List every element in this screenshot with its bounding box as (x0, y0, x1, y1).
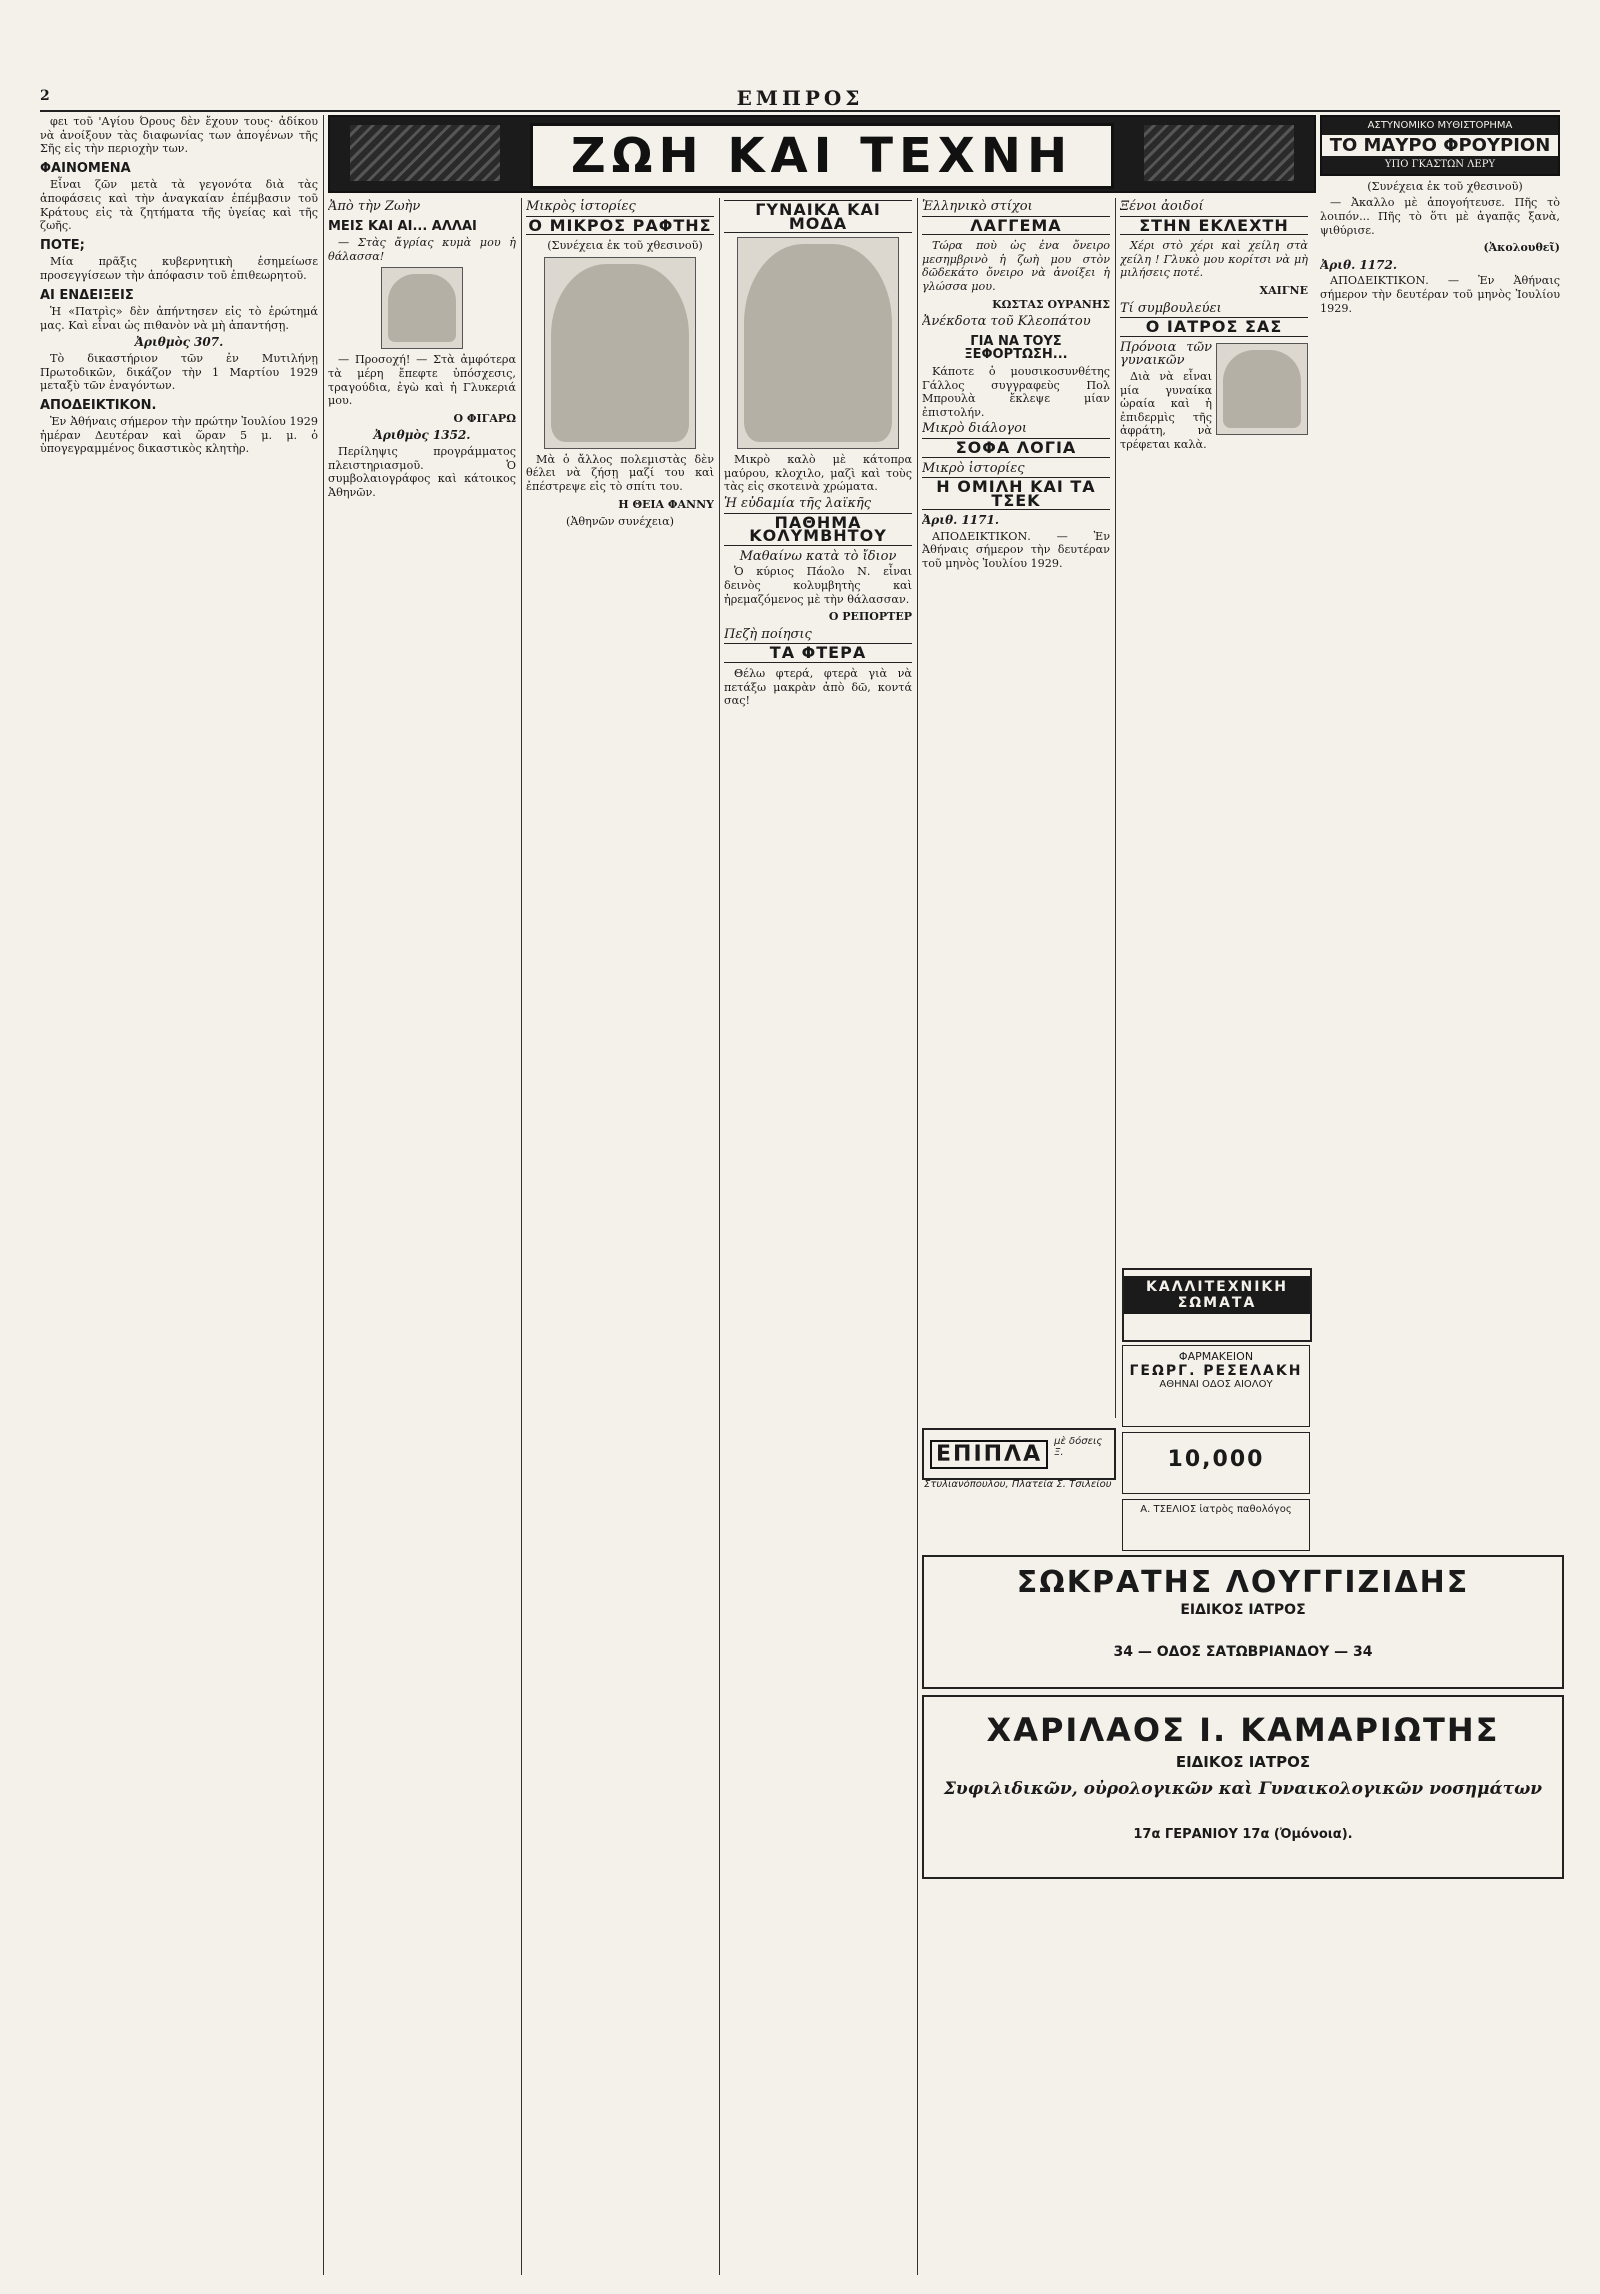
banner-illustration-right (1144, 125, 1294, 181)
doctor-portrait-illustration (1216, 343, 1308, 435)
poem-kicker: Ἑλληνικὸ στίχοι (922, 199, 1033, 214)
anecdote-kicker: Ἀνέκδοτα τοῦ Κλεοπάτου (922, 314, 1091, 330)
to-be-continued: (Ἀκολουθεῖ) (1483, 241, 1560, 255)
dialog-kicker: Μικρὸ διάλογοι (922, 421, 1027, 437)
story-text: — Προσοχή! — Στὰ ἀμφότερα τὰ μέρη ἔπεφτε ὑπόσχεσις, τραγούδια, ἐγὼ καὶ ἡ Γλυκεριά μου. (328, 353, 516, 408)
epigraph: — Στὰς ἄγρίας κυμὰ μου ἡ θάλασσα! (328, 236, 516, 263)
story-text: Μὰ ὁ ἄλλος πολεμιστὰς δὲν θέλει νὰ ζήσῃ μαζί του καὶ ἐπέστρεψε εἰς τὸ σπίτι του. (526, 452, 714, 493)
column-1 (40, 115, 318, 2275)
court-text: Τὸ δικαστήριον τῶν ἐν Μυτιλήνῃ Πρωτοδικῶν, δικάζον τὴν 1 Μαρτίου 1929 μεταξὺ τῶν ἐναγόντων. (40, 351, 318, 393)
story-subtitle: Μαθαίνω κατὰ τὸ ἴδιον (739, 548, 897, 564)
column-2 (328, 198, 516, 2275)
ad-title: ΚΑΛΛΙΤΕΧΝΙΚΗ ΣΩΜΑΤΑ (1124, 1276, 1310, 1314)
ad-amount: 10,000 (1167, 1447, 1265, 1472)
story-kicker: Μικρὸς ἱστορίες (526, 199, 636, 214)
anecdote-title: ΓΙΑ ΝΑ ΤΟΥΣ ΞΕΦΟΡΤΩΣΗ... (964, 333, 1068, 363)
number-1172: Ἀριθ. 1172. (1320, 257, 1398, 272)
number-307: Ἀριθμὸς 307. (134, 335, 224, 350)
pote-text: Μία πρᾶξις κυβερνητικὴ ἐσημείωσε προσεγγίσεων τὴν ἀπόφασιν τοῦ ἐπιθεωρητοῦ. (40, 255, 318, 282)
section-text: Θέλω φτερά, φτερὰ γιὰ νὰ πετάξω μακρὰν ἀπὸ δῶ, κοντά σας! (724, 666, 912, 708)
serial-author: ΥΠΟ ΓΚΑΣΤΩΝ ΛΕΡΥ (1322, 156, 1558, 174)
story-kicker: Μικρὸ ἱστορίες (922, 460, 1025, 476)
poem-text: Χέρι στὸ χέρι καὶ χείλη στὰ χείλη ! Γλυκὸ μου κορίτσι νὰ μὴ μιλήσεις ποτέ. (1120, 239, 1308, 280)
apodeiktikon-heading: ΑΠΟΔΕΙΚΤΙΚΟΝ. (40, 397, 157, 413)
banner-title: ΖΩΗ ΚΑΙ ΤΕΧΝΗ (530, 123, 1114, 189)
phenomena-heading: ΦΑΙΝΟΜΕΝΑ (40, 160, 131, 176)
notice-text: Περίληψις προγράμματος πλειστηριασμοῦ. Ὁ συμβολαιογράφος καὶ κάτοικος Ἀθηνῶν. (328, 444, 516, 499)
story-title: ΠΑΘΗΜΑ ΚΟΛΥΜΒΗΤΟΥ (724, 513, 912, 546)
cartoon-face-illustration (381, 267, 463, 349)
endeixeis-text: Ἡ «Πατρὶς» δὲν ἀπήντησεν εἰς τὸ ἐρώτημά μας. Καὶ εἶναι ὡς πιθανὸν νὰ μὴ ἀπαντήσῃ. (40, 305, 318, 332)
column-rule (323, 115, 324, 2275)
story-subtitle: ΜΕΙΣ ΚΑΙ ΑΙ... ΑΛΛΑΙ (328, 218, 477, 234)
ad-pharmacy-name: ΓΕΩΡΓ. ΡΕΣΕΛΑΚΗ (1129, 1363, 1303, 1379)
ad-pharmacy (1122, 1345, 1310, 1427)
number-1171: Ἀριθ. 1171. (922, 513, 1000, 528)
dialog-title: ΣΟΦΑ ΛΟΓΙΑ (922, 438, 1110, 458)
pote-heading: ΠΟΤΕ; (40, 237, 85, 253)
ad-pharmacy-address: ΑΘΗΝΑΙ ΟΔΟΣ ΑΙΟΛΟΥ (1159, 1379, 1273, 1390)
ad-furniture-title: ΕΠΙΠΛΑ (930, 1440, 1048, 1469)
serial-box (1320, 115, 1560, 176)
poem-kicker: Ξένοι ἀοιδοί (1120, 199, 1204, 214)
ad-furniture (922, 1428, 1116, 1490)
ad-doctor-title: ΕΙΔΙΚΟΣ ΙΑΤΡΟΣ (1180, 1602, 1306, 1618)
ad-pharmacy-label: ΦΑΡΜΑΚΕΙΟΝ (1178, 1350, 1254, 1363)
ad-doctor-address: 34 — ΟΔΟΣ ΣΑΤΩΒΡΙΑΝΔΟΥ — 34 (1113, 1644, 1373, 1660)
story-kicker: Ἡ εὐδαμία τῆς λαϊκῆς (724, 495, 872, 511)
poem-title: ΣΤΗΝ ΕΚΛΕΧΤΗ (1120, 216, 1308, 236)
apodeiktikon-text: Ἐν Ἀθήναις σήμερον τὴν πρώτην Ἰουλίου 1929 ἡμέραν Δευτέραν καὶ ὥραν 5 μ. μ. ὁ ὑπογεγραμμένος δικαστικὸς κλητὴρ. (40, 415, 318, 456)
fashion-hat-illustration (737, 237, 899, 449)
apodeiktikon-text: ΑΠΟΔΕΙΚΤΙΚΟΝ. — Ἐν Ἀθήναις σήμερον τὴν δευτέραν τοῦ μηνὸς Ἰουλίου 1929. (922, 529, 1110, 571)
ad-doctor-specialty: Συφιλιδικῶν, οὐρολογικῶν καὶ Γυναικολογικῶν νοσημάτων (943, 1779, 1543, 1799)
column-rule (719, 198, 720, 2275)
masthead (40, 88, 1560, 112)
endeixeis-heading: ΑΙ ΕΝΔΕΙΞΕΙΣ (40, 287, 134, 303)
column-7 (1320, 115, 1560, 1375)
fashion-title: ΓΥΝΑΙΚΑ ΚΑΙ ΜΟΔΑ (724, 200, 912, 233)
column-rule (1115, 198, 1116, 1418)
column-3 (526, 198, 714, 2275)
continuation-note: (Συνέχεια ἐκ τοῦ χθεσινοῦ) (547, 239, 703, 253)
column-5 (922, 198, 1110, 1418)
care-text: Διὰ νὰ εἶναι μία γυναίκα ὡραία καὶ ἡ ἐπιδερμὶς τῆς ἀφράτη, νὰ τρέφεται καλὰ. (1120, 369, 1212, 451)
section-kicker: Πεζὴ ποίησις (724, 626, 812, 642)
children-reading-illustration (544, 257, 696, 449)
apodeiktikon-text: ΑΠΟΔΕΙΚΤΙΚΟΝ. — Ἐν Ἀθήναις σήμερον τὴν δευτέραν τοῦ μηνὸς Ἰουλίου 1929. (1320, 274, 1560, 315)
continuation-note: (Συνέχεια ἐκ τοῦ χθεσινοῦ) (1367, 179, 1523, 193)
poem-signature: ΧΑΙΓΝΕ (1259, 283, 1308, 297)
section-title: ΤΑ ΦΤΕΡΑ (724, 643, 912, 663)
banner-illustration-left (350, 125, 500, 181)
anecdote-text: Κάποτε ὁ μουσικοσυνθέτης Γάλλος συγγραφεὺς Πολ Μπρουλὰ ἔκλεψε μίαν ἐπιστολήν. (922, 364, 1110, 419)
advice-title: Ο ΙΑΤΡΟΣ ΣΑΣ (1120, 317, 1308, 337)
serial-title: ΤΟ ΜΑΥΡΟ ΦΡΟΥΡΙΟΝ (1329, 134, 1551, 156)
ad-lottery (1122, 1432, 1310, 1494)
column-rule (917, 198, 918, 2275)
care-kicker: Πρόνοια τῶν γυναικῶν (1120, 339, 1212, 369)
signature: Ο ΦΙΓΑΡΩ (453, 411, 516, 425)
signature: Η ΘΕΙΑ ΦΑΝΝΥ (618, 497, 714, 511)
ad-art-bodies (1122, 1268, 1312, 1342)
ad-doctor-loungizidis (922, 1555, 1564, 1689)
ad-doctor-address: 17α ΓΕΡΑΝΙΟΥ 17α (Ὀμόνοια). (1133, 1827, 1353, 1842)
poem-title: ΛΑΓΓΕΜΑ (922, 216, 1110, 236)
story-title: Ο ΜΙΚΡΟΣ ΡΑΦΤΗΣ (526, 216, 714, 236)
serial-text: — Ἀκαλλο μὲ ἀπογοήτευσε. Πῆς τὸ λοιπόν... Πῆς τὸ ὅτι μὲ ἀγαπᾷς ξανὰ, ψιθύρισε. (1320, 196, 1560, 237)
serial-label: ΑΣΤΥΝΟΜΙΚΟ ΜΥΘΙΣΤΟΡΗΜΑ (1322, 117, 1558, 135)
ad-doctor-name: Α. ΤΣΕΛΙΟΣ ἰατρὸς παθολόγος (1140, 1504, 1292, 1515)
page-number: 2 (40, 88, 50, 104)
poem-text: Τώρα ποὺ ὡς ἐνα ὄνειρο μεσημβρινὸ ἡ ζωὴ μου στὸν δῶδεκάτο ὄνειρο νὰ ἀνοίξει ἡ γλώσσα μου. (922, 239, 1110, 293)
ad-furniture-sub: μὲ δόσεις Ξ. Στυλιανόπουλου, Πλατεία Σ. Τσιλείου (924, 1436, 1112, 1490)
story-text: Ὁ κύριος Πάολο Ν. εἶναι δεινὸς κολυμβητὴς καὶ ἠρεμαζόμενος μὲ τὴν θάλασσαν. (724, 565, 912, 606)
phenomena-text: Εἶναι ζῶν μετὰ τὰ γεγονότα διὰ τὰς ἀποφάσεις καὶ τὴν ἀναγκαίαν ἐπέμβασιν τοῦ Κράτους εἰς τὰ ζητήματα τῆς ὑγείας καὶ τῆς ζωῆς. (40, 178, 318, 233)
intro-text: φει τοῦ 'Αγίου Όρους δὲν ἔχουν τους· ἀδίκου νὰ ἀνοίξουν τὰς διαφωνίας των ἀπογένων τῆς Σῆς εἰς τὴν περιοχὴν των. (40, 115, 318, 156)
ad-doctor-kamariotis (922, 1695, 1564, 1879)
poem-signature: ΚΩΣΤΑΣ ΟΥΡΑΝΗΣ (992, 297, 1110, 311)
ad-doctor-title: ΕΙΔΙΚΟΣ ΙΑΤΡΟΣ (1175, 1753, 1311, 1771)
fashion-caption: Μικρὸ καλὸ μὲ κάτοπρα μαύρου, κλοχιλο, μαζὶ καὶ τοὺς τὰς εἰς σκοτεινὰ χρώματα. (724, 453, 912, 494)
ad-doctor-name: ΣΩΚΡΑΤΗΣ ΛΟΥΓΓΙΖΙΔΗΣ (1016, 1565, 1470, 1600)
paper-name: ΕΜΠΡΟΣ (736, 86, 864, 110)
section-banner (328, 115, 1316, 193)
signature-sub: (Ἀθηνῶν συνέχεια) (565, 515, 675, 529)
ad-doctor-name: ΧΑΡΙΛΑΟΣ Ι. ΚΑΜΑΡΙΩΤΗΣ (986, 1711, 1500, 1749)
signature: Ο ΡΕΠΟΡΤΕΡ (828, 610, 912, 624)
column-4 (724, 198, 912, 2275)
column-6 (1120, 198, 1308, 1258)
advice-kicker: Τί συμβουλεύει (1120, 300, 1222, 316)
number-1352: Ἀριθμὸς 1352. (373, 428, 471, 443)
column-rule (521, 198, 522, 2275)
ad-doctor-tselios (1122, 1499, 1310, 1551)
story-title: Η ΟΜΙΛΗ ΚΑΙ ΤΑ ΤΣΕΚ (922, 477, 1110, 510)
column-title: Ἀπὸ τὴν Ζωὴν (328, 199, 421, 214)
